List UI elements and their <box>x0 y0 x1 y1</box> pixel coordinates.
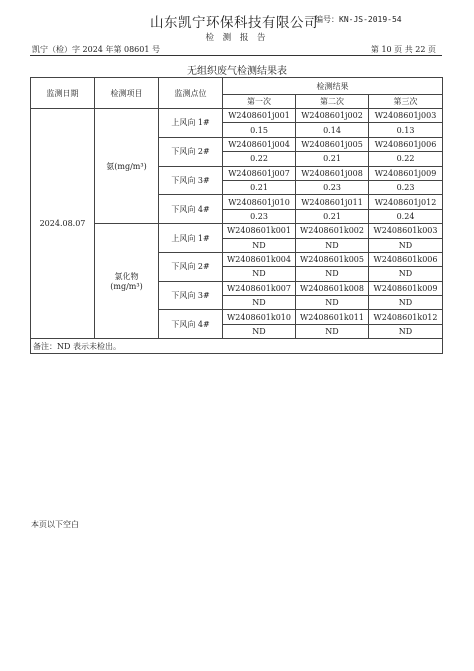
monitoring-point: 下风向 2# <box>159 137 223 166</box>
result-value-cell: ND <box>223 296 296 310</box>
result-value-cell: ND <box>296 296 369 310</box>
result-value-cell: 0.21 <box>296 152 369 166</box>
result-value-cell: ND <box>369 238 443 252</box>
table-note: 备注：ND 表示未检出。 <box>31 339 443 354</box>
sample-id-cell: W2408601j009 <box>369 166 443 180</box>
header-item: 检测项目 <box>95 78 159 109</box>
sample-id-cell: W2408601j001 <box>223 109 296 123</box>
sample-id-cell: W2408601k012 <box>369 310 443 324</box>
sample-id-cell: W2408601k003 <box>369 224 443 238</box>
sample-id-cell: W2408601j012 <box>369 195 443 209</box>
monitoring-point: 下风向 3# <box>159 166 223 195</box>
result-value-cell: ND <box>369 324 443 338</box>
sample-id-cell: W2408601k009 <box>369 281 443 295</box>
sample-id-cell: W2408601j007 <box>223 166 296 180</box>
result-value-cell: 0.14 <box>296 123 369 137</box>
monitoring-point: 下风向 2# <box>159 252 223 281</box>
result-value-cell: 0.13 <box>369 123 443 137</box>
result-value-cell: 0.21 <box>296 209 369 223</box>
result-value-cell: 0.21 <box>223 180 296 194</box>
monitoring-point: 下风向 3# <box>159 281 223 310</box>
header-run-3: 第三次 <box>369 95 443 109</box>
test-item-unit: (mg/m³) <box>110 282 143 292</box>
monitoring-point: 下风向 4# <box>159 310 223 339</box>
header-date: 监测日期 <box>31 78 95 109</box>
test-item-name: 氨(mg/m³) <box>106 161 147 171</box>
result-value-cell: ND <box>223 324 296 338</box>
header-results: 检测结果 <box>223 78 443 95</box>
sample-id-cell: W2408601j011 <box>296 195 369 209</box>
test-item-name: 氯化物 <box>114 272 139 282</box>
sample-id-cell: W2408601j004 <box>223 137 296 151</box>
company-name: 山东凯宁环保科技有限公司 <box>150 15 318 31</box>
result-value-cell: 0.24 <box>369 209 443 223</box>
sample-id-row <box>31 109 443 123</box>
sample-id-cell: W2408601j008 <box>296 166 369 180</box>
result-value-cell: ND <box>296 238 369 252</box>
test-item <box>95 109 159 224</box>
sample-id-cell: W2408601k006 <box>369 252 443 266</box>
sample-id-cell: W2408601k005 <box>296 252 369 266</box>
sample-id-cell: W2408601k004 <box>223 252 296 266</box>
result-value-cell: 0.22 <box>369 152 443 166</box>
result-value-cell: ND <box>296 324 369 338</box>
results-table <box>30 77 443 354</box>
sample-id-cell: W2408601k007 <box>223 281 296 295</box>
monitoring-point: 下风向 4# <box>159 195 223 224</box>
result-value-cell: 0.22 <box>223 152 296 166</box>
monitoring-point: 上风向 1# <box>159 224 223 253</box>
sample-id-cell: W2408601k001 <box>223 224 296 238</box>
result-value-cell: ND <box>223 238 296 252</box>
header-divider <box>30 55 442 56</box>
header-run-1: 第一次 <box>223 95 296 109</box>
page-indicator: 第 10 页 共 22 页 <box>370 45 436 54</box>
note-row <box>31 339 443 354</box>
end-of-page-note: 本页以下空白 <box>31 520 79 529</box>
test-item <box>95 224 159 339</box>
result-value-cell: 0.23 <box>296 180 369 194</box>
sample-id-cell: W2408601j003 <box>369 109 443 123</box>
result-value-cell: ND <box>296 267 369 281</box>
sample-id-cell: W2408601j005 <box>296 137 369 151</box>
document-number: 编号：KN-JS-2019-54 <box>315 15 402 24</box>
report-subtitle: 检 测 报 告 <box>205 33 269 43</box>
result-value-cell: ND <box>369 267 443 281</box>
sample-id-cell: W2408601k011 <box>296 310 369 324</box>
report-reference: 凯宁（检）字 2024 年第 08601 号 <box>32 45 160 54</box>
monitoring-point: 上风向 1# <box>159 109 223 138</box>
sample-id-cell: W2408601j006 <box>369 137 443 151</box>
result-value-cell: ND <box>369 296 443 310</box>
sample-id-cell: W2408601k010 <box>223 310 296 324</box>
sample-id-cell: W2408601k008 <box>296 281 369 295</box>
result-value-cell: 0.23 <box>223 209 296 223</box>
header-point: 监测点位 <box>159 78 223 109</box>
result-value-cell: 0.23 <box>369 180 443 194</box>
sample-id-cell: W2408601j002 <box>296 109 369 123</box>
header-run-2: 第二次 <box>296 95 369 109</box>
table-header-row <box>31 78 443 95</box>
table-title: 无组织废气检测结果表 <box>187 66 287 77</box>
sample-id-cell: W2408601k002 <box>296 224 369 238</box>
result-value-cell: ND <box>223 267 296 281</box>
result-value-cell: 0.15 <box>223 123 296 137</box>
sample-id-cell: W2408601j010 <box>223 195 296 209</box>
monitoring-date: 2024.08.07 <box>31 109 95 339</box>
